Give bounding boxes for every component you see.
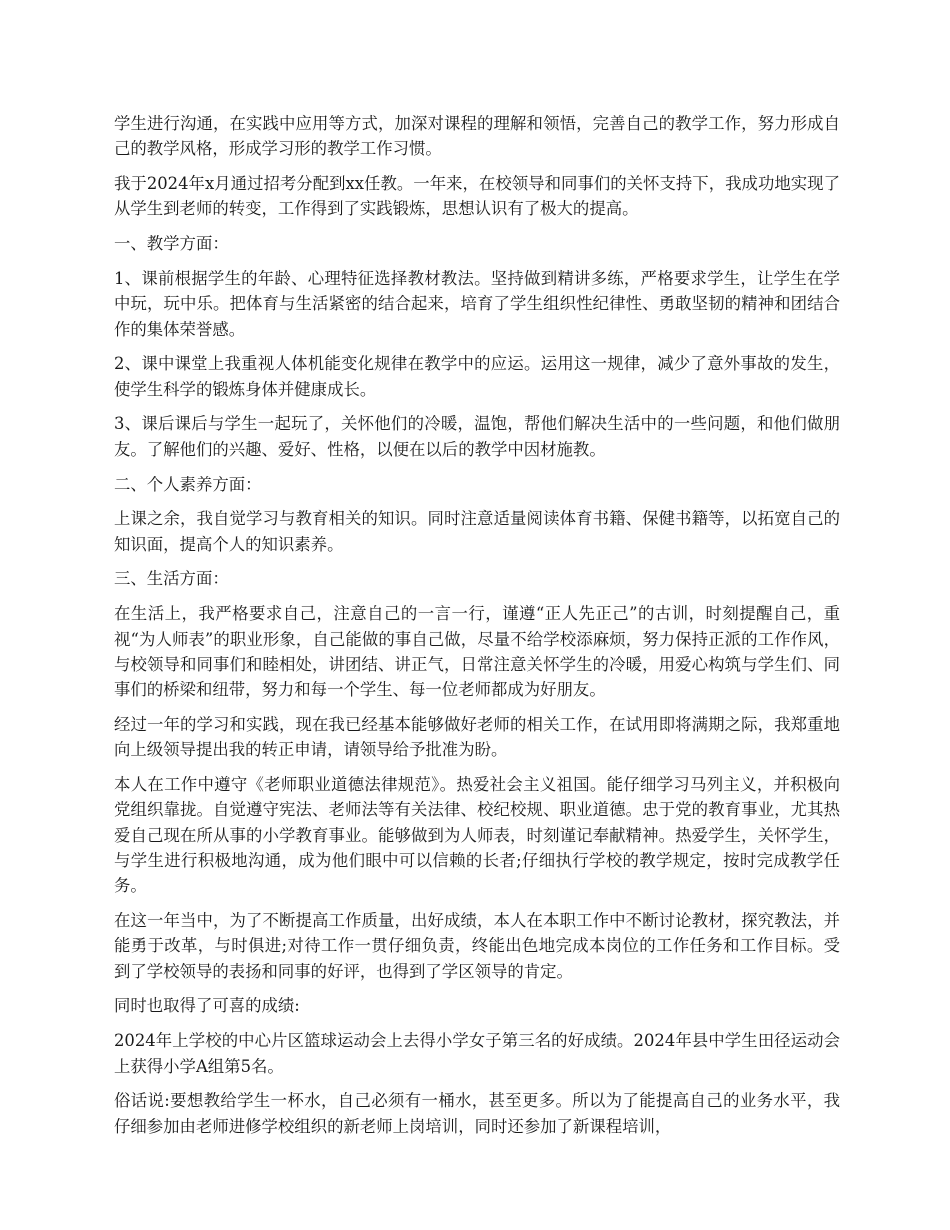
paragraph-application: 经过一年的学习和实践，现在我已经基本能够做好老师的相关工作，在试用即将满期之际，我郑重地向上级领导提出我的转正申请，请领导给予批准为盼。 bbox=[114, 714, 840, 760]
paragraph-life: 在生活上，我严格要求自己，注意自己的一言一行，谨遵“正人先正己”的古训，时刻提醒自己，重视“为人师表”的职业形象，自己能做的事自己做，尽量不给学校添麻烦，努力保持正派的工作作风，与校领导和同事们和睦相处，讲团结、讲正气，日常注意关怀学生的冷暖，用爱心构筑与学生们、同事们的桥梁和纽带，努力和每一个学生、每一位老师都成为好朋友。 bbox=[114, 604, 840, 700]
paragraph-achievements-heading: 同时也取得了可喜的成绩: bbox=[114, 996, 300, 1016]
heading-teaching: 一、教学方面： bbox=[114, 234, 229, 254]
paragraph-teaching-2: 2、课中课堂上我重视人体机能变化规律在教学中的应运。运用这一规律，减少了意外事故的发生，使学生科学的锻炼身体并健康成长。 bbox=[114, 354, 840, 399]
paragraph-achievements: 2024年上学校的中心片区篮球运动会上去得小学女子第三名的好成绩。2024年县中学生田径运动会上获得小学A组第5名。 bbox=[114, 1031, 840, 1076]
heading-life: 三、生活方面： bbox=[114, 569, 229, 589]
paragraph-ethics: 本人在工作中遵守《老师职业道德法律规范》。热爱社会主义祖国。能仔细学习马列主义，并积极向党组织靠拢。自觉遵守宪法、老师法等有关法律、校纪校规、职业道德。忠于党的教育事业，尤其热爱自己现在所从事的小学教育事业。能够做到为人师表，时刻谨记奉献精神。热爱学生，关怀学生，与学生进行积极地沟通，成为他们眼中可以信赖的长者;仔细执行学校的教学规定，按时完成教学任务。 bbox=[114, 775, 840, 896]
paragraph-continuation: 学生进行沟通，在实践中应用等方式，加深对课程的理解和领悟，完善自己的教学工作，努力形成自己的教学风格，形成学习形的教学工作习惯。 bbox=[114, 114, 840, 159]
paragraph-work-quality: 在这一年当中，为了不断提高工作质量，出好成绩，本人在本职工作中不断讨论教材，探究教法，并能勇于改革，与时俱进;对待工作一贯仔细负责，终能出色地完成本岗位的工作任务和工作目标。受到了学校领导的表扬和同事的好评，也得到了学区领导的肯定。 bbox=[114, 911, 840, 981]
document-body bbox=[114, 111, 840, 1148]
paragraph-personal-quality: 上课之余，我自觉学习与教育相关的知识。同时注意适量阅读体育书籍、保健书籍等，以拓宽自己的知识面，提高个人的知识素养。 bbox=[114, 509, 840, 554]
paragraph-teaching-1: 1、课前根据学生的年龄、心理特征选择教材教法。坚持做到精讲多练，严格要求学生，让学生在学中玩，玩中乐。把体育与生活紧密的结合起来，培育了学生组织性纪律性、勇敢坚韧的精神和团结合作的集体荣誉感。 bbox=[114, 268, 840, 339]
paragraph-teaching-3: 3、课后课后与学生一起玩了，关怀他们的冷暖，温饱，帮他们解决生活中的一些问题，和他们做朋友。了解他们的兴趣、爱好、性格，以便在以后的教学中因材施教。 bbox=[114, 414, 840, 459]
paragraph-intro: 我于2024年x月通过招考分配到xx任教。一年来，在校领导和同事们的关怀支持下，我成功地实现了从学生到老师的转变，工作得到了实践锻炼，思想认识有了极大的提高。 bbox=[114, 174, 840, 219]
heading-personal-quality: 二、个人素养方面： bbox=[114, 474, 262, 494]
paragraph-training: 俗话说:要想教给学生一杯水，自己必须有一桶水，甚至更多。所以为了能提高自己的业务水平，我仔细参加由老师进修学校组织的新老师上岗培训，同时还参加了新课程培训， bbox=[114, 1091, 840, 1136]
